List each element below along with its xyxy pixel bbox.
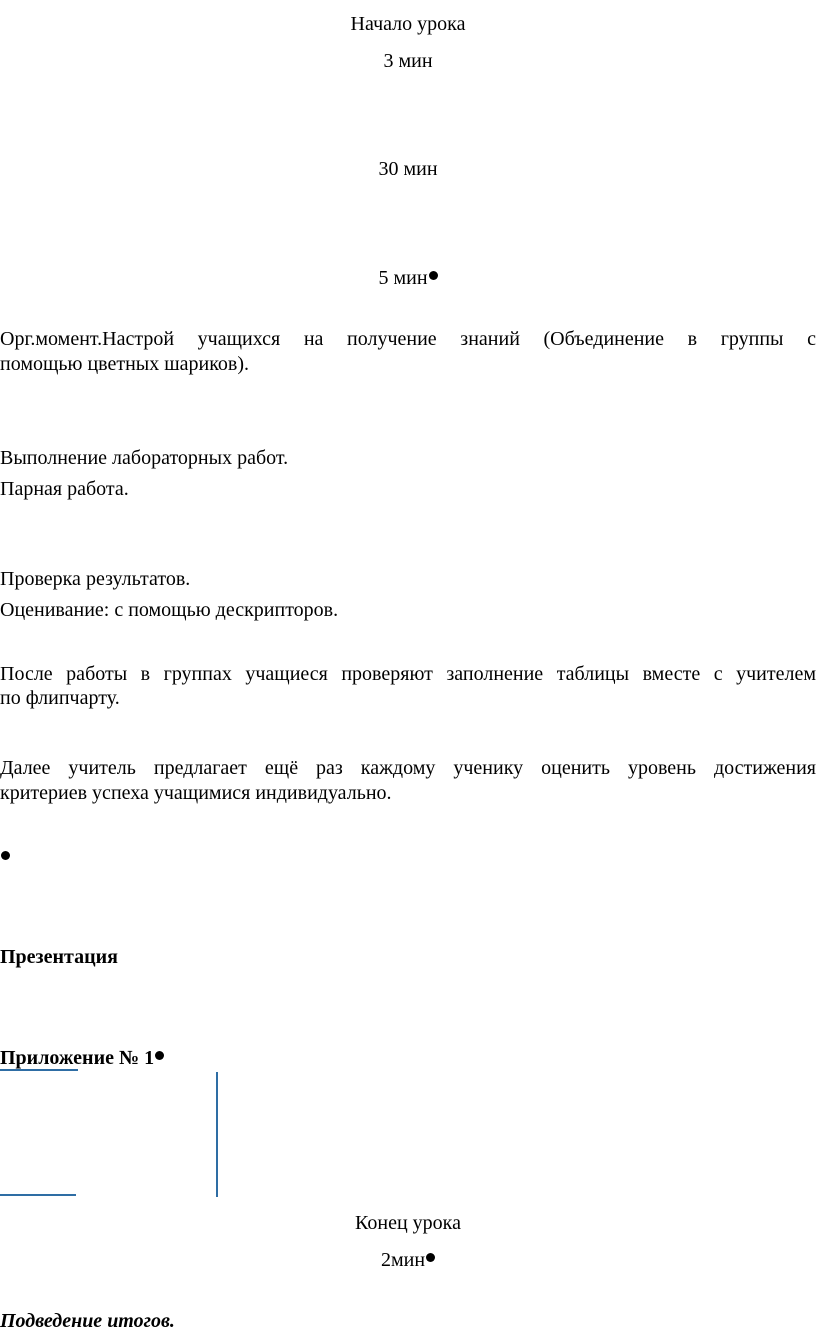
bullet-icon [155, 1051, 164, 1060]
main-time-30min: 30 мин [378, 158, 438, 180]
org-moment-line1: Орг.момент.Настрой учащихся на получение знаний (Объединение в группы с [0, 328, 816, 350]
start-title: Начало урока [350, 13, 466, 35]
lab-work-text: Выполнение лабораторных работ. [0, 447, 289, 469]
end-time-2min: 2мин [0, 1248, 816, 1272]
bullet-icon [429, 271, 438, 280]
org-moment-line2: помощью цветных шариков). [0, 353, 250, 375]
table-rule-bottom [0, 1194, 76, 1196]
presentation-label: Презентация [0, 946, 118, 968]
bullet-icon [1, 851, 10, 860]
summary-heading: Подведение итогов. [0, 1310, 175, 1332]
assessment-text: Оценивание: с помощью дескрипторов. [0, 599, 339, 621]
check-time-5min: 5 мин [0, 266, 816, 290]
further-line1: Далее учитель предлагает ещё раз каждому ученику оценить уровень достижения [0, 757, 816, 779]
after-work-line2: по флипчарту. [0, 687, 120, 709]
end-title: Конец урока [355, 1212, 461, 1234]
pair-work-text: Парная работа. [0, 478, 129, 500]
appendix-label: Приложение № 1 [0, 1046, 164, 1070]
after-work-line1: После работы в группах учащиеся проверяют заполнение таблицы вместе с учителем [0, 663, 816, 685]
table-rule-top [0, 1069, 78, 1071]
start-time-3min: 3 мин [383, 50, 433, 72]
further-line2: критериев успеха учащимися индивидуально. [0, 782, 392, 804]
table-rule-vertical [216, 1072, 218, 1197]
check-results-text: Проверка результатов. [0, 568, 191, 590]
bullet-icon [426, 1253, 435, 1262]
